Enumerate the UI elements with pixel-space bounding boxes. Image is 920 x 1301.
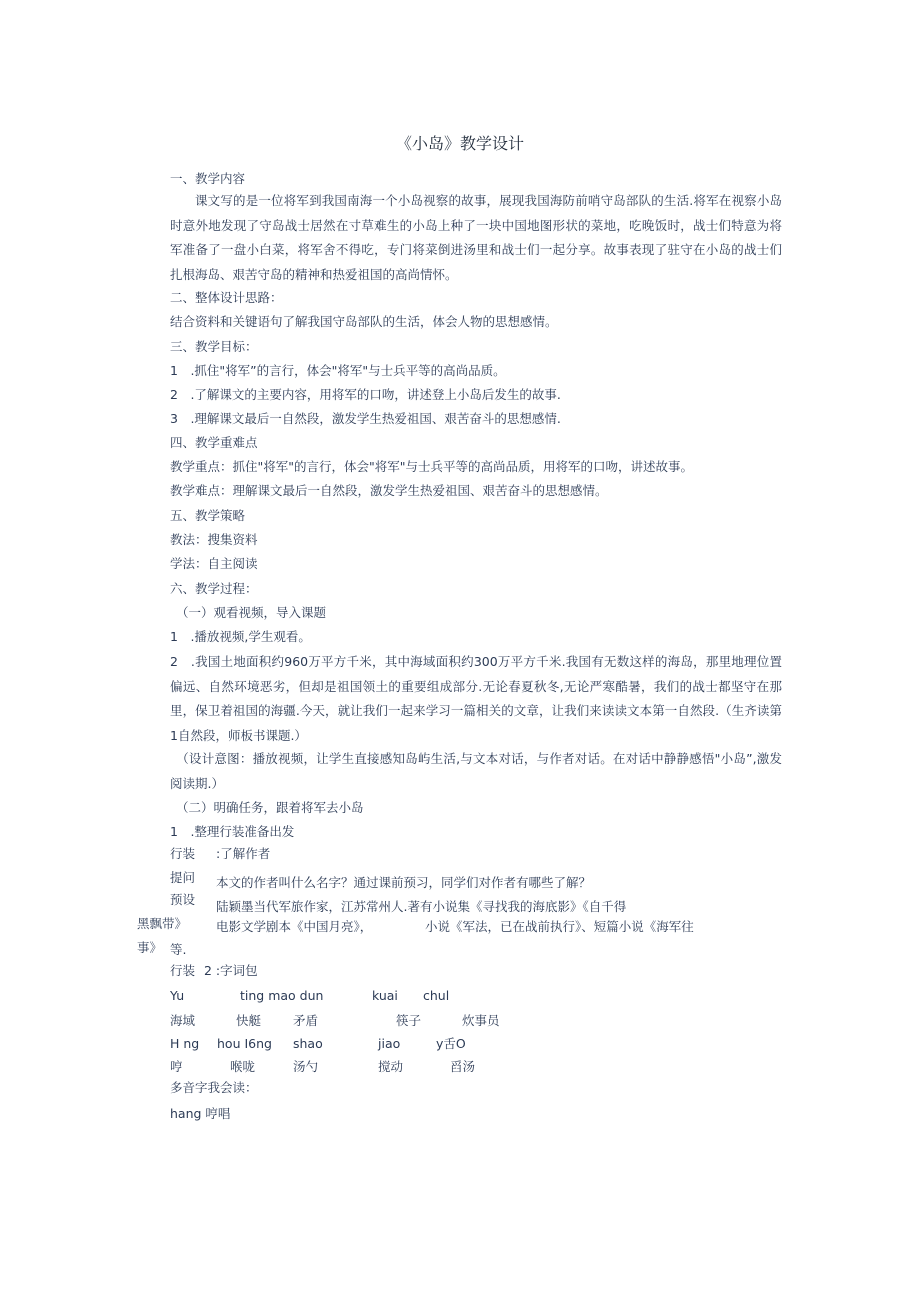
- vocab-word: 汤勺: [293, 1059, 319, 1074]
- polyphone-item: hang 哼唱: [170, 1106, 231, 1121]
- section-heading-content: 一、教学内容: [170, 171, 246, 186]
- pinyin: hou I6ng: [217, 1036, 272, 1051]
- goal-item: 2 .了解课文的主要内容，用将军的口吻，讲述登上小岛后发生的故事.: [170, 387, 561, 402]
- row-label: 事》: [137, 940, 163, 955]
- row-label: 预设: [170, 892, 196, 907]
- row-value: 本文的作者叫什么名字？通过课前预习，同学们对作者有哪些了解？: [216, 875, 592, 890]
- row-value: 小说《军法，已在战前执行》、短篇小说《海军往: [425, 919, 694, 934]
- vocab-word: 海域: [170, 1013, 196, 1028]
- subsection-heading: （二）明确任务，跟着将军去小岛: [176, 800, 364, 815]
- step-item: 1 .播放视频,学生观看。: [170, 629, 311, 644]
- section-heading-goals: 三、教学目标：: [170, 339, 258, 354]
- paragraph-design: 结合资料和关键语句了解我国守岛部队的生活，体会人物的思想感情。: [170, 314, 558, 329]
- row-label: 黑飘带》: [137, 916, 188, 931]
- paragraph-content: 课文写的是一位将军到我国南海一个小岛视察的故事，展现我国海防前哨守岛部队的生活.将军在视察小岛时意外地发现了守岛战士居然在寸草难生的小岛上种了一块中国地图形状的菜地，吃晚饭时，战士们特意为将军准备了一盘小白菜，将军舍不得吃，专门将菜倒进汤里和战士们一起分享。故事表现了驻守在小岛的战士们扎根海岛、艰苦守岛的精神和热爱祖国的高尚情怀。: [170, 193, 782, 282]
- vocab-word: 哼: [170, 1059, 183, 1074]
- row-label: 提问: [170, 870, 196, 885]
- page-title: 《小岛》教学设计: [395, 134, 524, 153]
- pinyin: jiao: [378, 1036, 401, 1051]
- polyphone-heading: 多音字我会读：: [170, 1080, 258, 1095]
- row-value: 2 :字词包: [204, 963, 258, 978]
- goal-item: 3 .理解课文最后一自然段，激发学生热爱祖国、艰苦奋斗的思想感情.: [170, 411, 561, 426]
- vocab-word: 喉咙: [230, 1059, 256, 1074]
- step-item: 2 .我国土地面积约960万平方千米，其中海域面积约300万平方千米.我国有无数这样的海岛，那里地理位置偏远、自然环境恶劣，但却是祖国领土的重要组成部分.无论春夏秋冬,无论严寒酷暑，我们的战士都坚守在那里，保卫着祖国的海疆.今天，就让我们一起来学习一篇相关的文章，让我们来读读文本第一自然段.（生齐读第1自然段，师板书课题.）: [170, 654, 782, 743]
- pinyin: chul: [423, 988, 450, 1003]
- section-heading-strategy: 五、教学策略: [170, 508, 246, 523]
- pinyin: ting mao dun: [240, 988, 324, 1003]
- learning-method: 学法：自主阅读: [170, 556, 258, 571]
- vocab-word: 快艇: [236, 1013, 262, 1028]
- vocab-word: 舀汤: [450, 1059, 476, 1074]
- row-value: 陆颖墨当代军旅作家，江苏常州人.著有小说集《寻找我的海底影》《自千得: [216, 899, 627, 914]
- vocab-word: 矛盾: [293, 1013, 319, 1028]
- pinyin: shao: [293, 1036, 323, 1051]
- design-intent: （设计意图：播放视频，让学生直接感知岛屿生活,与文本对话，与作者对话。在对话中静静感悟"小岛”,激发阅读期.）: [170, 751, 782, 791]
- section-heading-process: 六、教学过程：: [170, 581, 258, 596]
- pinyin: kuai: [372, 988, 398, 1003]
- row-label: 行装: [170, 963, 196, 978]
- pinyin: y舌O: [436, 1036, 466, 1051]
- clipped-text: [216, 898, 736, 914]
- section-heading-key: 四、教学重难点: [170, 435, 258, 450]
- teaching-method: 教法：搜集资料: [170, 532, 258, 547]
- goal-item: 1 .抓住"将军”的言行，体会"将军"与士兵平等的高尚品质。: [170, 363, 506, 378]
- vocab-word: 炊事员: [462, 1013, 500, 1028]
- vocab-word: 筷子: [396, 1013, 422, 1028]
- pinyin: H ng: [170, 1036, 200, 1051]
- row-value: :了解作者: [216, 846, 271, 861]
- vocab-word: 搅动: [378, 1059, 404, 1074]
- row-value: 电影文学剧本《中国月亮》，: [216, 919, 373, 934]
- difficult-point: 教学难点：理解课文最后一自然段，激发学生热爱祖国、艰苦奋斗的思想感情。: [170, 483, 608, 498]
- subsection-heading: （一）观看视频，导入课题: [176, 605, 327, 620]
- row-value: 等.: [170, 942, 187, 957]
- section-heading-design: 二、整体设计思路：: [170, 290, 283, 305]
- row-label: 行装: [170, 846, 196, 861]
- key-point: 教学重点：抓住"将军"的言行，体会"将军"与士兵平等的高尚品质，用将军的口吻，讲述故事。: [170, 459, 693, 474]
- step-item: 1 .整理行装准备出发: [170, 824, 295, 839]
- pinyin: Yu: [170, 988, 185, 1003]
